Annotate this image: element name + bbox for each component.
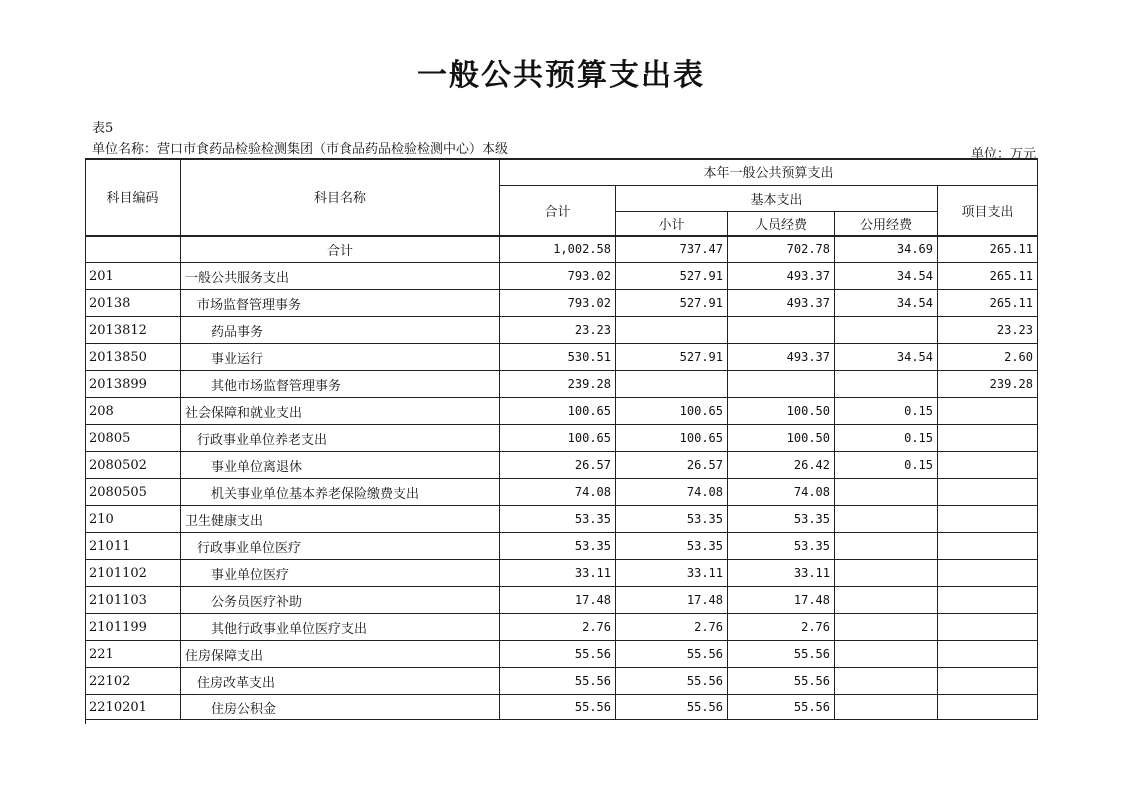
header-budget-group: 本年一般公共预算支出 bbox=[500, 158, 1038, 186]
row-project bbox=[938, 668, 1038, 695]
row-project: 265.11 bbox=[938, 290, 1038, 317]
row-code: 2080505 bbox=[85, 479, 181, 506]
row-personnel: 55.56 bbox=[728, 641, 835, 668]
row-personnel: 702.78 bbox=[728, 236, 835, 263]
row-name: 其他市场监督管理事务 bbox=[181, 371, 500, 398]
row-code: 2101103 bbox=[85, 587, 181, 614]
row-name: 机关事业单位基本养老保险缴费支出 bbox=[181, 479, 500, 506]
row-code: 2013812 bbox=[85, 317, 181, 344]
row-total: 1,002.58 bbox=[500, 236, 616, 263]
row-total: 239.28 bbox=[500, 371, 616, 398]
row-total: 23.23 bbox=[500, 317, 616, 344]
row-public bbox=[835, 506, 938, 533]
row-total: 26.57 bbox=[500, 452, 616, 479]
header-subtotal: 小计 bbox=[616, 212, 728, 236]
row-total: 2.76 bbox=[500, 614, 616, 641]
row-name: 其他行政事业单位医疗支出 bbox=[181, 614, 500, 641]
row-project bbox=[938, 641, 1038, 668]
header-separator bbox=[85, 235, 1038, 237]
row-total: 530.51 bbox=[500, 344, 616, 371]
row-public bbox=[835, 587, 938, 614]
row-total: 55.56 bbox=[500, 641, 616, 668]
row-subtotal: 53.35 bbox=[616, 533, 728, 560]
row-total: 53.35 bbox=[500, 533, 616, 560]
row-subtotal: 100.65 bbox=[616, 398, 728, 425]
row-name: 行政事业单位养老支出 bbox=[181, 425, 500, 452]
row-public bbox=[835, 641, 938, 668]
row-personnel: 55.56 bbox=[728, 695, 835, 720]
row-code: 208 bbox=[85, 398, 181, 425]
row-public bbox=[835, 533, 938, 560]
row-subtotal: 26.57 bbox=[616, 452, 728, 479]
row-project: 239.28 bbox=[938, 371, 1038, 398]
row-personnel: 100.50 bbox=[728, 425, 835, 452]
row-code: 20138 bbox=[85, 290, 181, 317]
table-label: 表5 bbox=[92, 121, 114, 136]
row-code: 2101102 bbox=[85, 560, 181, 587]
row-total: 55.56 bbox=[500, 695, 616, 720]
row-project bbox=[938, 425, 1038, 452]
row-project bbox=[938, 614, 1038, 641]
row-personnel: 493.37 bbox=[728, 290, 835, 317]
row-subtotal bbox=[616, 371, 728, 398]
row-project bbox=[938, 587, 1038, 614]
row-code: 20805 bbox=[85, 425, 181, 452]
row-personnel: 33.11 bbox=[728, 560, 835, 587]
row-name: 一般公共服务支出 bbox=[181, 263, 500, 290]
row-subtotal: 55.56 bbox=[616, 641, 728, 668]
row-name: 住房保障支出 bbox=[181, 641, 500, 668]
row-name: 住房公积金 bbox=[181, 695, 500, 720]
row-name: 药品事务 bbox=[181, 317, 500, 344]
row-project bbox=[938, 479, 1038, 506]
row-total: 33.11 bbox=[500, 560, 616, 587]
row-public: 0.15 bbox=[835, 425, 938, 452]
row-personnel: 493.37 bbox=[728, 344, 835, 371]
row-name: 合计 bbox=[181, 236, 500, 263]
row-project: 265.11 bbox=[938, 236, 1038, 263]
row-total: 100.65 bbox=[500, 425, 616, 452]
page-title: 一般公共预算支出表 bbox=[417, 58, 705, 93]
row-total: 53.35 bbox=[500, 506, 616, 533]
row-personnel: 493.37 bbox=[728, 263, 835, 290]
row-code: 221 bbox=[85, 641, 181, 668]
row-public: 34.54 bbox=[835, 263, 938, 290]
row-name: 住房改革支出 bbox=[181, 668, 500, 695]
row-public: 34.54 bbox=[835, 290, 938, 317]
row-project bbox=[938, 560, 1038, 587]
row-subtotal bbox=[616, 317, 728, 344]
row-name: 社会保障和就业支出 bbox=[181, 398, 500, 425]
row-total: 74.08 bbox=[500, 479, 616, 506]
row-subtotal: 737.47 bbox=[616, 236, 728, 263]
row-code: 21011 bbox=[85, 533, 181, 560]
header-personnel: 人员经费 bbox=[728, 212, 835, 236]
row-personnel: 53.35 bbox=[728, 533, 835, 560]
row-subtotal: 55.56 bbox=[616, 695, 728, 720]
row-project bbox=[938, 506, 1038, 533]
row-personnel: 53.35 bbox=[728, 506, 835, 533]
row-subtotal: 55.56 bbox=[616, 668, 728, 695]
row-public bbox=[835, 479, 938, 506]
row-code: 2013850 bbox=[85, 344, 181, 371]
row-personnel: 100.50 bbox=[728, 398, 835, 425]
header-code: 科目编码 bbox=[85, 158, 181, 236]
row-subtotal: 527.91 bbox=[616, 290, 728, 317]
row-code: 2210201 bbox=[85, 695, 181, 720]
row-name: 市场监督管理事务 bbox=[181, 290, 500, 317]
row-subtotal: 33.11 bbox=[616, 560, 728, 587]
row-personnel: 26.42 bbox=[728, 452, 835, 479]
row-total: 17.48 bbox=[500, 587, 616, 614]
header-name: 科目名称 bbox=[181, 158, 500, 236]
row-name: 事业单位医疗 bbox=[181, 560, 500, 587]
row-total: 793.02 bbox=[500, 290, 616, 317]
row-name: 公务员医疗补助 bbox=[181, 587, 500, 614]
row-project bbox=[938, 695, 1038, 720]
header-project: 项目支出 bbox=[938, 186, 1038, 236]
row-subtotal: 100.65 bbox=[616, 425, 728, 452]
row-name: 事业单位离退休 bbox=[181, 452, 500, 479]
row-total: 793.02 bbox=[500, 263, 616, 290]
row-personnel: 55.56 bbox=[728, 668, 835, 695]
row-personnel: 2.76 bbox=[728, 614, 835, 641]
row-public: 34.69 bbox=[835, 236, 938, 263]
row-project: 265.11 bbox=[938, 263, 1038, 290]
row-subtotal: 74.08 bbox=[616, 479, 728, 506]
row-subtotal: 17.48 bbox=[616, 587, 728, 614]
row-name: 卫生健康支出 bbox=[181, 506, 500, 533]
header-basic: 基本支出 bbox=[616, 186, 938, 212]
row-total: 100.65 bbox=[500, 398, 616, 425]
header-public: 公用经费 bbox=[835, 212, 938, 236]
row-code bbox=[85, 236, 181, 263]
row-project bbox=[938, 452, 1038, 479]
row-project bbox=[938, 533, 1038, 560]
row-public bbox=[835, 668, 938, 695]
row-name: 行政事业单位医疗 bbox=[181, 533, 500, 560]
row-project: 23.23 bbox=[938, 317, 1038, 344]
row-public bbox=[835, 560, 938, 587]
row-code: 2101199 bbox=[85, 614, 181, 641]
row-code: 201 bbox=[85, 263, 181, 290]
row-project: 2.60 bbox=[938, 344, 1038, 371]
row-personnel: 17.48 bbox=[728, 587, 835, 614]
row-public: 0.15 bbox=[835, 398, 938, 425]
row-personnel bbox=[728, 317, 835, 344]
row-code: 2013899 bbox=[85, 371, 181, 398]
row-code: 210 bbox=[85, 506, 181, 533]
row-name: 事业运行 bbox=[181, 344, 500, 371]
row-subtotal: 527.91 bbox=[616, 263, 728, 290]
row-code: 2080502 bbox=[85, 452, 181, 479]
row-project bbox=[938, 398, 1038, 425]
row-subtotal: 53.35 bbox=[616, 506, 728, 533]
row-personnel: 74.08 bbox=[728, 479, 835, 506]
row-total: 55.56 bbox=[500, 668, 616, 695]
row-subtotal: 2.76 bbox=[616, 614, 728, 641]
row-public: 34.54 bbox=[835, 344, 938, 371]
row-subtotal: 527.91 bbox=[616, 344, 728, 371]
unit-name: 单位名称：营口市食药品检验检测集团（市食品药品检验检测中心）本级 bbox=[92, 142, 509, 157]
row-public bbox=[835, 317, 938, 344]
row-public: 0.15 bbox=[835, 452, 938, 479]
row-public bbox=[835, 614, 938, 641]
row-public bbox=[835, 695, 938, 720]
row-personnel bbox=[728, 371, 835, 398]
header-total: 合计 bbox=[500, 186, 616, 236]
unit-label: 单位：万元 bbox=[970, 147, 1036, 162]
row-code: 22102 bbox=[85, 668, 181, 695]
row-public bbox=[835, 371, 938, 398]
